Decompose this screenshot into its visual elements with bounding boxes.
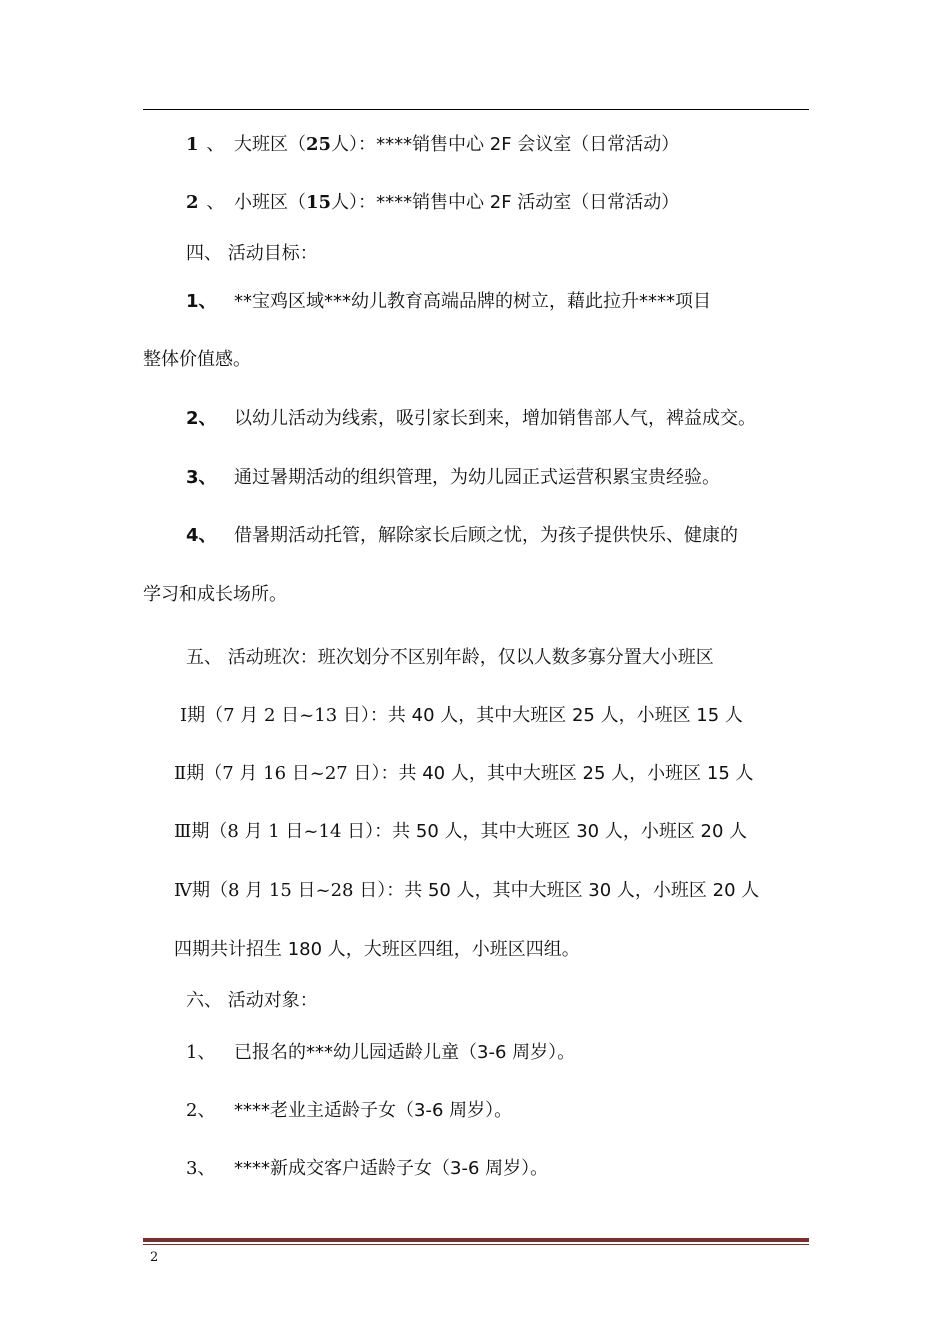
goal-text: 借暑期活动托管，解除家长后顾之忧，为孩子提供快乐、健康的 bbox=[234, 525, 738, 546]
page-number: 2 bbox=[150, 1250, 159, 1265]
header-rule bbox=[143, 109, 809, 110]
target-text: 已报名的***幼儿园适龄儿童（3-6 周岁）。 bbox=[234, 1042, 576, 1063]
venue-number: 2 bbox=[186, 192, 199, 213]
enrollment-summary: 四期共计招生 180 人，大班区四组，小班区四组。 bbox=[174, 939, 580, 960]
goal-item-3 bbox=[186, 466, 720, 490]
target-text: ****新成交客户适龄子女（3-6 周岁）。 bbox=[234, 1158, 549, 1179]
goal-text-continued: 整体价值感。 bbox=[143, 349, 251, 370]
goal-item-2 bbox=[186, 407, 756, 431]
venue-text-wrap bbox=[234, 133, 679, 157]
goal-number: 1、 bbox=[186, 291, 217, 312]
section-heading-targets: 六、 活动对象： bbox=[186, 990, 318, 1011]
venue-location: ****销售中心 2F 活动室（日常活动） bbox=[376, 192, 680, 213]
section-description: 班次划分不区别年龄，仅以人数多寡分置大小班区 bbox=[317, 647, 714, 668]
target-number: 3、 bbox=[186, 1158, 216, 1179]
period-row-4 bbox=[174, 879, 759, 903]
venue-location: ****销售中心 2F 会议室（日常活动） bbox=[376, 134, 680, 155]
venue-label: 小班区（ bbox=[234, 192, 306, 213]
footer-rule-thin bbox=[143, 1244, 809, 1245]
venue-count: 25 bbox=[306, 134, 332, 155]
period-row-3 bbox=[174, 820, 747, 844]
period-detail: 共 40 人，其中大班区 25 人，小班区 15 人 bbox=[398, 763, 754, 784]
goal-text: 通过暑期活动的组织管理，为幼儿园正式运营积累宝贵经验。 bbox=[234, 467, 720, 488]
goal-number: 4、 bbox=[186, 525, 217, 546]
target-text: ****老业主适龄子女（3-6 周岁）。 bbox=[234, 1100, 513, 1121]
goal-number: 2、 bbox=[186, 408, 217, 429]
target-item-3 bbox=[186, 1157, 549, 1181]
period-row-2 bbox=[174, 762, 754, 786]
target-item-1 bbox=[186, 1041, 576, 1065]
period-label: Ⅱ期（7 月 16 日~27 日）： bbox=[174, 763, 399, 784]
target-number: 2、 bbox=[186, 1100, 216, 1121]
period-label: Ⅳ期（8 月 15 日~28 日）： bbox=[174, 880, 405, 901]
goal-item-1 bbox=[186, 290, 711, 314]
venue-after: 人）： bbox=[331, 192, 377, 213]
venue-separator: 、 bbox=[206, 134, 225, 155]
goal-text: 以幼儿活动为线索，吸引家长到来，增加销售部人气，裨益成交。 bbox=[234, 408, 756, 429]
venue-number: 1 bbox=[186, 134, 199, 155]
period-detail: 共 40 人，其中大班区 25 人，小班区 15 人 bbox=[387, 705, 743, 726]
venue-after: 人）： bbox=[331, 134, 377, 155]
target-number: 1、 bbox=[186, 1042, 216, 1063]
venue-label: 大班区（ bbox=[234, 134, 306, 155]
venue-text-wrap bbox=[234, 191, 679, 215]
target-item-2 bbox=[186, 1099, 513, 1123]
footer-rule-thick bbox=[143, 1238, 809, 1242]
section-heading-classes bbox=[186, 646, 714, 670]
period-label: Ⅲ期（8 月 1 日~14 日）： bbox=[174, 821, 393, 842]
period-detail: 共 50 人，其中大班区 30 人，小班区 20 人 bbox=[404, 880, 760, 901]
goal-number: 3、 bbox=[186, 467, 217, 488]
section-heading-label: 五、 活动班次： bbox=[186, 647, 318, 668]
venue-item-2 bbox=[186, 191, 680, 215]
goal-text: **宝鸡区域***幼儿教育高端品牌的树立，藉此拉升****项目 bbox=[234, 291, 711, 312]
venue-count: 15 bbox=[306, 192, 332, 213]
goal-item-4 bbox=[186, 524, 738, 548]
venue-item-1 bbox=[186, 133, 680, 157]
period-label: Ⅰ期（7 月 2 日~13 日）： bbox=[180, 705, 388, 726]
section-heading-goals: 四、 活动目标： bbox=[186, 243, 318, 264]
venue-separator: 、 bbox=[206, 192, 225, 213]
period-detail: 共 50 人，其中大班区 30 人，小班区 20 人 bbox=[392, 821, 748, 842]
period-row-1 bbox=[180, 704, 743, 728]
goal-text-continued: 学习和成长场所。 bbox=[143, 584, 287, 605]
